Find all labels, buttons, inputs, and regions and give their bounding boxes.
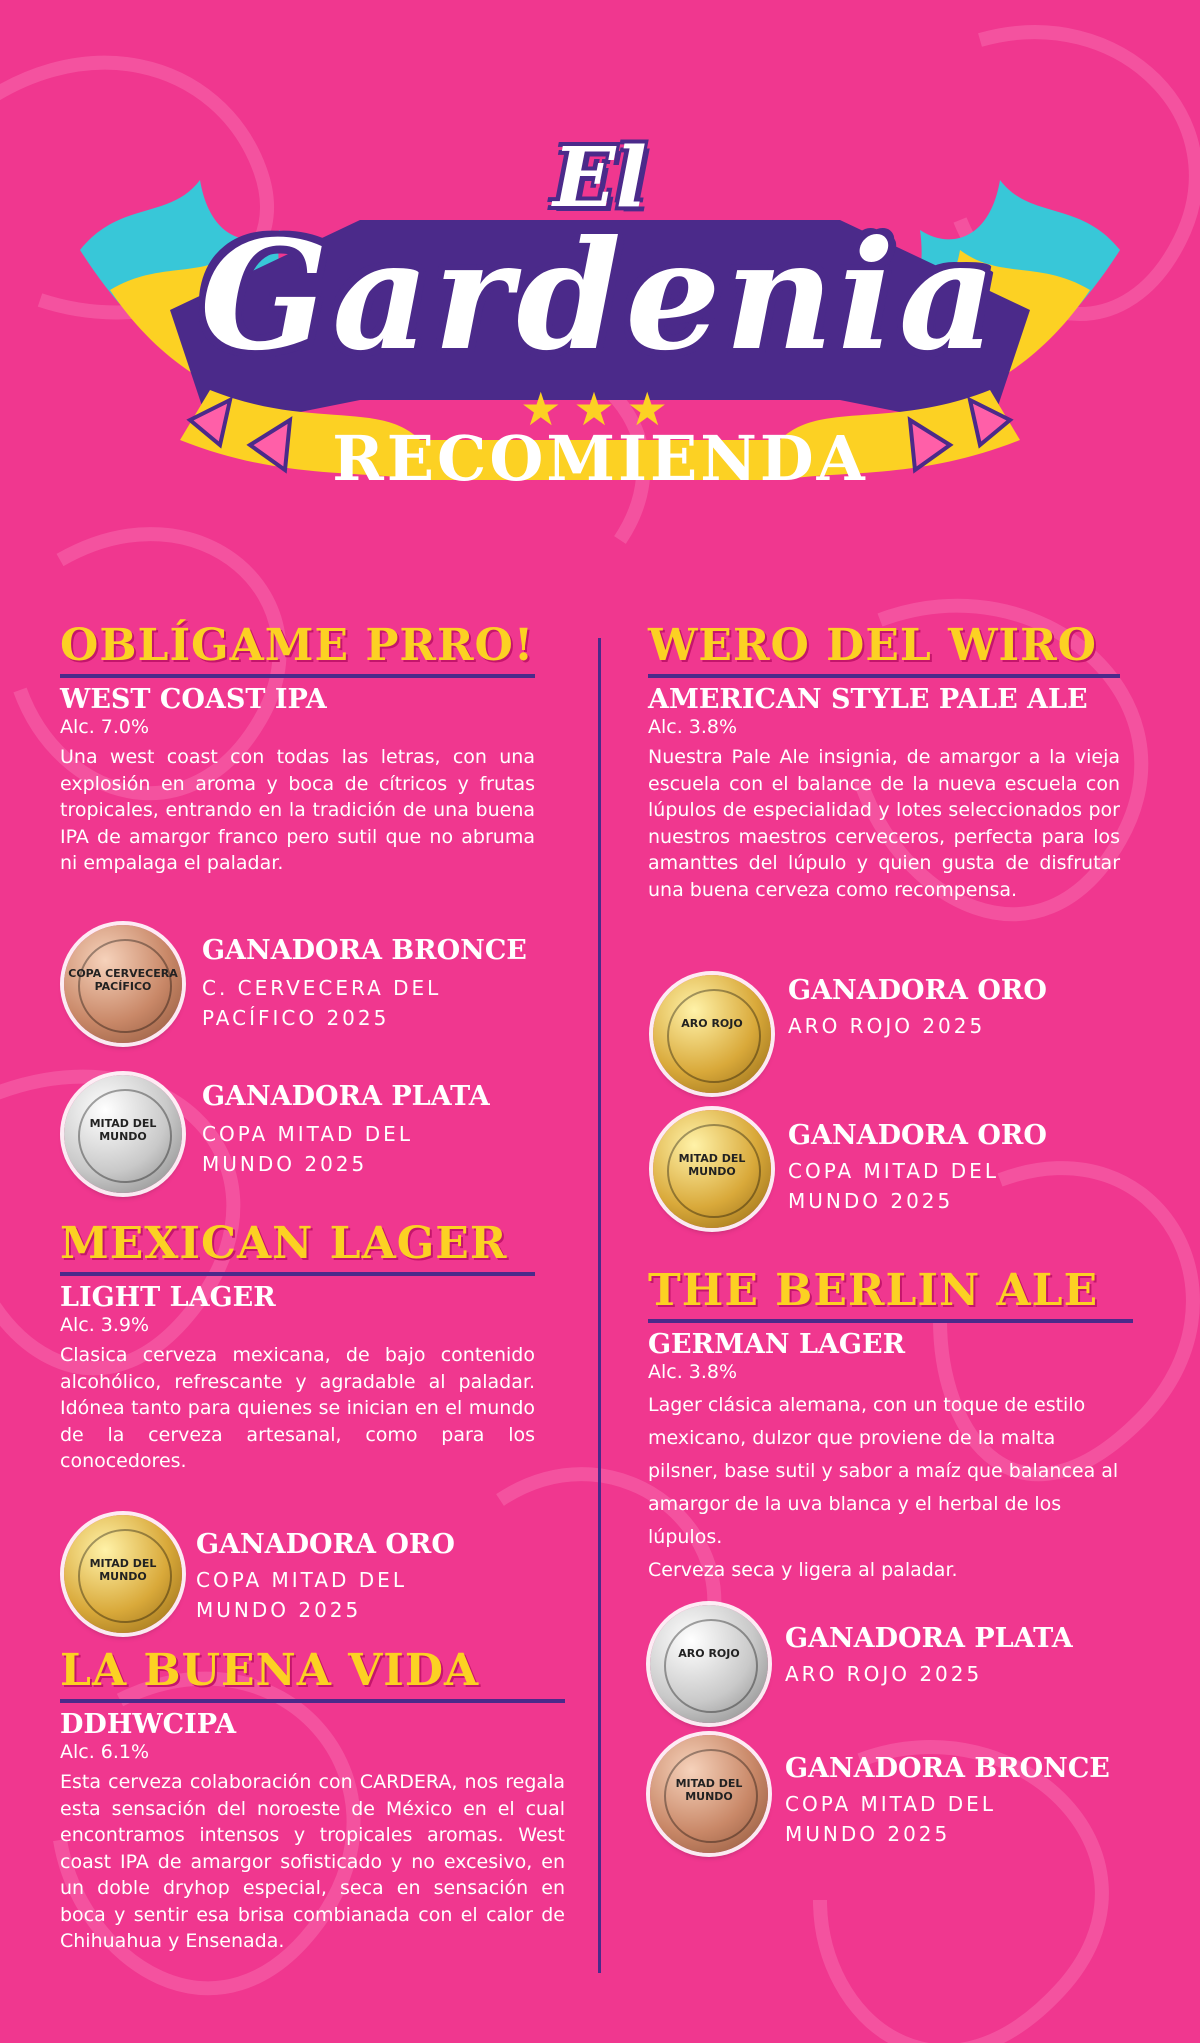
medal-badge-text: COPA CERVECERA PACÍFICO xyxy=(68,967,178,993)
beer-description-extra: Cerveza seca y ligera al paladar. xyxy=(648,1559,958,1581)
beer-title: WERO DEL WIRO xyxy=(648,620,1098,671)
award-subtitle: COPA MITAD DEL MUNDO 2025 xyxy=(788,1159,999,1213)
award-title: GANADORA ORO xyxy=(788,1120,1047,1151)
beer-abv: Alc. 7.0% xyxy=(60,716,150,738)
beer-description: Lager clásica alemana, con un toque de estilo mexicano, dulzor que proviene de la malta pilsner, base sutil y sabor a maíz que balancea al amargor de la uva blanca y el herbal de los lúpulos. xyxy=(648,1394,1119,1548)
beer-title: MEXICAN LAGER xyxy=(60,1218,508,1269)
beer-title: THE BERLIN ALE xyxy=(648,1265,1099,1316)
award-title: GANADORA PLATA xyxy=(785,1623,1073,1654)
beer-style: WEST COAST IPA xyxy=(60,684,327,715)
silver-medal-icon xyxy=(650,1605,768,1723)
title-underline xyxy=(648,674,1120,678)
award-subtitle: C. CERVECERA DEL PACÍFICO 2025 xyxy=(202,976,442,1030)
beer-card-mexican-lager xyxy=(60,1218,535,1475)
award-title: GANADORA BRONCE xyxy=(785,1753,1110,1784)
award-item xyxy=(653,1110,1133,1240)
beer-card-la-buena-vida xyxy=(60,1645,565,1955)
beer-style: AMERICAN STYLE PALE ALE xyxy=(648,684,1088,715)
column-divider xyxy=(598,638,601,1973)
logo-tagline: RECOMIENDA xyxy=(332,422,868,495)
beer-abv: Alc. 3.8% xyxy=(648,1361,738,1383)
award-title: GANADORA ORO xyxy=(196,1529,455,1560)
beer-style: LIGHT LAGER xyxy=(60,1282,276,1313)
beer-style: DDHWCIPA xyxy=(60,1709,237,1740)
medal-badge-text: MITAD DEL MUNDO xyxy=(675,1777,743,1803)
award-subtitle: COPA MITAD DEL MUNDO 2025 xyxy=(202,1122,413,1176)
beer-abv: Alc. 3.8% xyxy=(648,716,738,738)
award-subtitle: ARO ROJO 2025 xyxy=(785,1662,983,1686)
medal-badge-text: MITAD DEL MUNDO xyxy=(89,1117,157,1143)
beer-description: Esta cerveza colaboración con CARDERA, nos regala esta sensación del noroeste de México en el cual encontramos intensos y tropicales aromas. West coast IPA de amargor sofisticado y no excesivo, en un doble dryhop especial, seca en sensación en boca y sentir esa brisa combianada con el calor de Chihuahua y Ensenada. xyxy=(60,1771,565,1952)
award-item xyxy=(653,975,1133,1105)
title-underline xyxy=(60,674,535,678)
award-item xyxy=(64,925,544,1055)
medal-badge-text: MITAD DEL MUNDO xyxy=(678,1152,746,1178)
medal-badge-text: ARO ROJO xyxy=(681,1017,743,1030)
award-title: GANADORA BRONCE xyxy=(202,935,527,966)
award-title: GANADORA ORO xyxy=(788,975,1047,1006)
beer-title: OBLÍGAME PRRO! xyxy=(60,620,535,671)
logo-stars: ★★★ xyxy=(520,382,680,436)
title-underline xyxy=(648,1319,1133,1323)
gold-medal-icon xyxy=(64,1515,182,1633)
bronze-medal-icon xyxy=(64,925,182,1043)
beer-title: LA BUENA VIDA xyxy=(60,1645,480,1696)
beer-description: Nuestra Pale Ale insignia, de amargor a la vieja escuela con el balance de la nueva escuela con lúpulos de especialidad y lotes seleccionados por nuestros maestros cerveceros, perfecta para los amanttes del lúpulo y quien gusta de disfrutar una buena cerveza como recompensa. xyxy=(648,746,1120,901)
medal-badge-text: ARO ROJO xyxy=(678,1647,740,1660)
logo-brand-name: Gardenia xyxy=(200,208,1000,384)
title-underline xyxy=(60,1272,535,1276)
beer-description: Una west coast con todas las letras, con una explosión en aroma y boca de cítricos y frutas tropicales, entrando en la tradición de una buena IPA de amargor franco pero sutil que no abruma ni empalaga el paladar. xyxy=(60,746,535,874)
beer-card-the-berlin-ale xyxy=(648,1265,1133,1587)
bronze-medal-icon xyxy=(650,1735,768,1853)
award-item xyxy=(64,1515,544,1645)
medal-badge-text: MITAD DEL MUNDO xyxy=(89,1557,157,1583)
title-underline xyxy=(60,1699,565,1703)
logo-el-text: El xyxy=(553,130,647,226)
beer-card-wero-del-wiro xyxy=(648,620,1120,903)
award-item xyxy=(650,1735,1130,1865)
award-item xyxy=(64,1075,544,1205)
beer-abv: Alc. 3.9% xyxy=(60,1314,150,1336)
gold-medal-icon xyxy=(653,1110,771,1228)
award-item xyxy=(650,1605,1130,1735)
award-subtitle: COPA MITAD DEL MUNDO 2025 xyxy=(785,1792,996,1846)
beer-card-obligame xyxy=(60,620,535,877)
logo xyxy=(60,100,1140,540)
beer-description: Clasica cerveza mexicana, de bajo contenido alcohólico, refrescante y agradable al paladar. Idónea tanto para quienes se inician en el mundo de la cerveza artesanal, como para los conocedores. xyxy=(60,1344,535,1472)
award-subtitle: ARO ROJO 2025 xyxy=(788,1014,986,1038)
award-subtitle: COPA MITAD DEL MUNDO 2025 xyxy=(196,1568,407,1622)
silver-medal-icon xyxy=(64,1075,182,1193)
beer-abv: Alc. 6.1% xyxy=(60,1741,150,1763)
award-title: GANADORA PLATA xyxy=(202,1081,490,1112)
beer-style: GERMAN LAGER xyxy=(648,1329,906,1360)
gold-medal-icon xyxy=(653,975,771,1093)
